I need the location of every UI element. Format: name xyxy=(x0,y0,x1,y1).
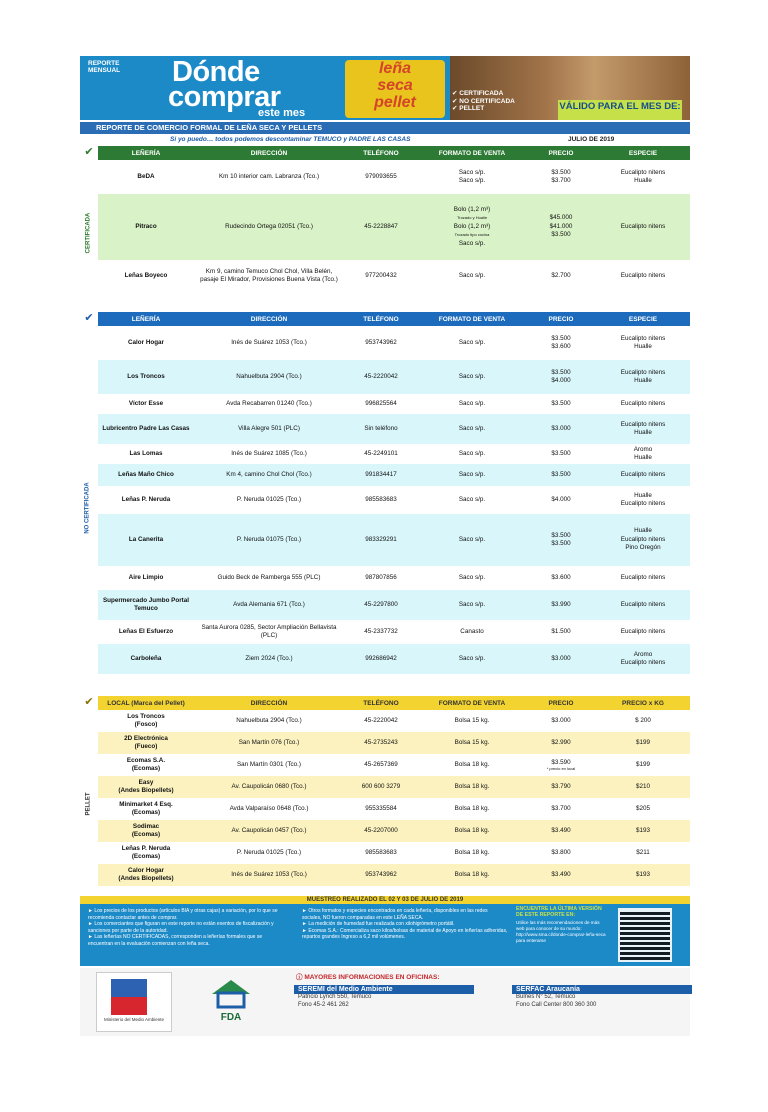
pellet-brand: (Ecomas) xyxy=(131,831,161,838)
title-line-1: Dónde xyxy=(172,56,260,88)
table-row xyxy=(98,486,690,514)
subtitle-bar: REPORTE DE COMERCIO FORMAL DE LEÑA SECA Y PELLETS xyxy=(80,122,690,134)
sale-format: Bolsa 15 kg. xyxy=(454,717,490,725)
table-row xyxy=(98,710,690,732)
vendor-name: Supermercado Jumbo Portal xyxy=(102,597,190,605)
price-per-kg: $210 xyxy=(635,783,650,791)
price-per-kg: $193 xyxy=(635,871,650,879)
vendor-name: Calor Hogar xyxy=(127,339,165,347)
wood-species: Hualle xyxy=(634,454,652,461)
vendor-address: Km 10 interior cam. Labranza (Tco.) xyxy=(218,173,320,181)
vendor-address: Nahuelbuta 2904 (Tco.) xyxy=(236,373,302,381)
wood-species: Hualle xyxy=(634,177,652,184)
vendor-sub: Temuco xyxy=(134,605,158,612)
vendor-address: Santa Aurora 0285, Sector Ampliación Bellavista (PLC) xyxy=(201,624,337,639)
report-label: REPORTE MENSUAL xyxy=(88,60,121,74)
column-header: TELÉFONO xyxy=(363,315,399,323)
table-row xyxy=(98,566,690,590)
price: $3.500 xyxy=(551,449,571,457)
vendor-phone: 955335584 xyxy=(365,805,397,813)
price: $2.990 xyxy=(551,739,571,747)
column-header: LEÑERÍA xyxy=(131,315,161,323)
price: $3.000 xyxy=(551,654,571,662)
wood-species: Eucalipto nitens xyxy=(620,573,666,581)
price: $3.500 xyxy=(551,399,571,407)
vendor-phone: 45-2337732 xyxy=(364,628,398,636)
column-header: FORMATO DE VENTA xyxy=(438,315,506,323)
pellet-brand: (Andes Biopellets) xyxy=(118,787,174,794)
table-row xyxy=(98,260,690,292)
office-seremi xyxy=(294,985,474,1009)
qr-text: Utilice las más recomendaciones de más web para conocer de su mundo: http://www.sma.cl/donde-comprar-leña-seca para enterarse xyxy=(516,920,606,943)
header-banner xyxy=(80,56,690,120)
title-line-3: este mes xyxy=(258,107,306,119)
vendor-address: Av. Caupolicán 0457 (Tco.) xyxy=(231,827,307,835)
wood-species: Aromo xyxy=(633,650,653,658)
checkmark-icon: ✔ xyxy=(84,146,94,158)
table-row xyxy=(98,414,690,444)
column-header: PRECIO xyxy=(548,149,574,157)
sale-format: Bolsa 15 kg. xyxy=(454,739,490,747)
vendor-phone: 991834417 xyxy=(365,471,397,479)
table-row xyxy=(98,194,690,260)
price: $41.000 xyxy=(549,222,573,230)
wood-species: Eucalipto nitens xyxy=(620,168,666,176)
qr-title: ENCUENTRE LA ÚLTIMA VERSIÓN DE ESTE REPORTE EN: Utilice las más recomendaciones de más web para conocer de su mundo: http://www.sma.cl/donde-comprar-leña-seca para enterarse xyxy=(516,906,606,943)
vendor-phone: 45-2249101 xyxy=(364,450,398,458)
price: $2.700 xyxy=(551,271,571,279)
price: $3.790 xyxy=(551,783,571,791)
price: $3.490 xyxy=(551,827,571,835)
sale-format: Saco s/p. xyxy=(458,470,486,478)
vendor-name: Aire Limpio xyxy=(128,574,164,582)
column-header: PRECIO xyxy=(548,315,574,323)
sale-format: Bolo (1,2 m³) xyxy=(453,205,491,213)
certified-table xyxy=(98,146,690,292)
vendor-phone: 979093655 xyxy=(365,173,397,181)
vendor-address: Nahuelbuta 2904 (Tco.) xyxy=(236,717,302,725)
vendor-name: Los Troncos xyxy=(127,713,165,721)
vendor-address: Inés de Suárez 1053 (Tco.) xyxy=(231,871,307,879)
report-sheet xyxy=(80,56,690,1036)
column-header: FORMATO DE VENTA xyxy=(438,149,506,157)
price: $4.000 xyxy=(551,495,571,503)
notes-panel xyxy=(80,904,690,966)
price-per-kg: $199 xyxy=(635,761,650,769)
legend-certified: CERTIFICADA xyxy=(459,90,504,97)
table-row xyxy=(98,864,690,886)
vendor-address: San Martín 0301 (Tco.) xyxy=(236,761,302,769)
vendor-name: Easy xyxy=(138,779,154,787)
wood-species: Eucalipto nitens xyxy=(620,334,666,342)
certified-side-label: CERTIFICADA xyxy=(85,212,92,254)
price: $3.990 xyxy=(551,600,571,608)
wood-species: Eucalipto nitens xyxy=(620,271,666,279)
table-row xyxy=(98,644,690,674)
product-lena: leña xyxy=(378,60,411,77)
wood-species: Eucalipto nitens xyxy=(620,399,666,407)
sale-format: Saco s/p. xyxy=(458,338,486,346)
price-per-kg: $193 xyxy=(635,827,650,835)
wood-species: Eucalipto nitens xyxy=(620,222,666,230)
vendor-phone: 985583683 xyxy=(365,849,397,857)
table-row xyxy=(98,444,690,464)
vendor-name: Minimarket 4 Esq. xyxy=(119,801,173,809)
sale-format: Trozado tipo cocina xyxy=(454,232,490,238)
price: $3.800 xyxy=(551,849,571,857)
note-item: Otros formatos y especies encontrados en cada leñería, disponibles en las redes sociales, NO fueron comparadas en este LEÑA SECA. xyxy=(302,908,488,921)
vendor-name: 2D Electrónica xyxy=(124,735,168,743)
legend-non-certified: NO CERTIFICADA xyxy=(459,97,515,105)
sale-format: Canasto xyxy=(460,627,484,635)
sale-format: Saco s/p. xyxy=(458,168,486,176)
product-seca: seca xyxy=(377,77,413,94)
wood-species: Eucalipto nitens xyxy=(620,659,666,666)
sale-format: Bolsa 18 kg. xyxy=(454,805,490,813)
vendor-phone: 45-2207000 xyxy=(364,827,398,835)
office-sernac xyxy=(512,985,692,1009)
column-header: TELÉFONO xyxy=(363,149,399,157)
vendor-phone: 987807856 xyxy=(365,574,397,582)
sale-format: Bolsa 18 kg. xyxy=(454,849,490,857)
column-header: DIRECCIÓN xyxy=(250,149,288,157)
vendor-name: Calor Hogar xyxy=(127,867,165,875)
vendor-name: Leñas El Esfuerzo xyxy=(118,628,174,636)
product-badge xyxy=(345,60,445,118)
table-row xyxy=(98,776,690,798)
price-per-kg: $205 xyxy=(635,805,650,813)
pellet-brand: (Ecomas) xyxy=(131,853,161,860)
pellet-brand: (Andes Biopellets) xyxy=(118,875,174,882)
vendor-address: P. Neruda 01025 (Tco.) xyxy=(236,496,302,504)
price: $1.500 xyxy=(551,627,571,635)
vendor-phone: 983329291 xyxy=(365,536,397,544)
sale-format: Saco s/p. xyxy=(458,177,486,184)
vendor-phone: 996825564 xyxy=(365,400,397,408)
price: $3.500 xyxy=(551,168,571,176)
vendor-address: Guido Beck de Ramberga 555 (PLC) xyxy=(217,574,321,582)
non-certified-table xyxy=(98,312,690,674)
office-phone: Fono Call Center 800 360 300 xyxy=(516,1001,597,1008)
vendor-name: Carboleña xyxy=(130,655,162,663)
price: $3.600 xyxy=(551,573,571,581)
table-row xyxy=(98,754,690,776)
vendor-address: Av. Caupolicán 0680 (Tco.) xyxy=(231,783,307,791)
qr-code-icon[interactable] xyxy=(618,908,672,962)
pellet-section xyxy=(80,696,690,894)
pellet-side-label: PELLET xyxy=(85,792,92,816)
price: $3.500 xyxy=(551,368,571,376)
wood-species: Hualle xyxy=(634,377,652,384)
wood-species: Hualle xyxy=(634,429,652,436)
vendor-phone: 953743962 xyxy=(365,871,397,879)
wood-species: Eucalipto nitens xyxy=(620,600,666,608)
vendor-name: Ecomas S.A. xyxy=(126,757,166,765)
column-header: DIRECCIÓN xyxy=(250,315,288,323)
table-row xyxy=(98,160,690,194)
vendor-address: Villa Alegre 501 (PLC) xyxy=(238,425,300,433)
wood-species: Eucalipto nitens xyxy=(620,535,666,543)
vendor-phone: 992686942 xyxy=(365,655,397,663)
wood-species: Eucalipto nitens xyxy=(620,470,666,478)
vendor-address: Ziem 2024 (Tco.) xyxy=(245,655,293,663)
vendor-name: Leñas Maño Chico xyxy=(118,471,174,479)
ministry-logo xyxy=(96,972,172,1032)
wood-species: Hualle xyxy=(634,343,652,350)
column-header: PRECIO x KG xyxy=(622,699,664,707)
sale-format: Saco s/p. xyxy=(458,535,486,543)
checkmark-icon: ✔ xyxy=(84,696,94,708)
table-row xyxy=(98,464,690,486)
column-header: LEÑERÍA xyxy=(131,149,161,157)
price: $45.000 xyxy=(549,214,573,222)
office-address: Bulnes N° 52, Temuco xyxy=(516,994,576,1000)
price: $3.500 xyxy=(551,531,571,539)
wood-species: Hualle xyxy=(634,491,652,499)
price: $3.500 xyxy=(551,334,571,342)
sale-format: Saco s/p. xyxy=(458,424,486,432)
vendor-phone: 45-2657369 xyxy=(364,761,398,769)
note-item: La medición de humedad fue realizada con xilohigrómetro portátil. xyxy=(308,921,455,927)
sample-date-bar: MUESTREO REALIZADO EL 02 Y 03 DE JULIO DE 2019 xyxy=(80,896,690,904)
vendor-phone: 45-2220042 xyxy=(364,717,398,725)
vendor-phone: 953743962 xyxy=(365,339,397,347)
vendor-phone: 45-2228847 xyxy=(364,223,398,231)
price: $3.600 xyxy=(551,343,571,350)
report-month: JULIO DE 2019 xyxy=(568,136,615,143)
price: $3.500 xyxy=(551,540,571,547)
legend: ✔ CERTIFICADA ✔ NO CERTIFICADA ✔ PELLET xyxy=(452,90,515,112)
vendor-phone: 985583683 xyxy=(365,496,397,504)
column-header: TELÉFONO xyxy=(363,699,399,707)
sale-format: Saco s/p. xyxy=(458,372,486,380)
pellet-brand: (Ecomas) xyxy=(131,809,161,816)
price: $3.500 xyxy=(551,470,571,478)
table-row xyxy=(98,798,690,820)
vendor-name: Lubricentro Padre Las Casas xyxy=(102,425,190,433)
column-header: LOCAL (Marca del Pellet) xyxy=(107,699,185,707)
sale-format: Saco s/p. xyxy=(458,399,486,407)
vendor-phone: 45-2297800 xyxy=(364,601,398,609)
notes-left: ► Los precios de los productos (artículos BIA y otras cajas) a variación, por lo que se recomienda contactar antes de comprar. ► Los comerciantes que figuran en este reporte no están exentos de fiscalización y sanciones por parte de la autoridad. ► Las leñerías NO CERTIFICADAS, corresponden a leñerías formales que se encuentran en la evaluación comienzan con leña seca. xyxy=(88,908,278,947)
ministry-logo-label: Ministerio del Medio Ambiente xyxy=(103,1017,165,1022)
legend-pellet: PELLET xyxy=(459,105,485,112)
price: $3.500 xyxy=(551,231,571,239)
table-row xyxy=(98,820,690,842)
product-pellet: pellet xyxy=(374,94,416,111)
fda-logo-label: FDA xyxy=(220,1012,242,1023)
vendor-address: P. Neruda 01075 (Tco.) xyxy=(236,536,302,544)
vendor-address: P. Neruda 01025 (Tco.) xyxy=(236,849,302,857)
sale-format: Saco s/p. xyxy=(458,449,486,457)
price: $3.700 xyxy=(551,177,571,184)
non-certified-side-label: NO CERTIFICADA xyxy=(85,482,91,534)
wood-species: Eucalipto nitens xyxy=(620,627,666,635)
vendor-address: Inés de Suárez 1085 (Tco.) xyxy=(231,450,307,458)
table-row xyxy=(98,394,690,414)
table-row xyxy=(98,842,690,864)
note-item: Ecomas S.A.: Comercializa saco kilos/bolsas de material de Apoyo en leñerías adheridas, repartos grandes Ingreso a 6,2 mil volúmenes. xyxy=(302,927,508,940)
wood-species: Pino Oregón xyxy=(625,544,661,552)
vendor-name: Víctor Esse xyxy=(128,400,164,408)
price: $3.590 xyxy=(551,758,571,766)
column-header: ESPECIE xyxy=(628,149,658,157)
sale-format: Saco s/p. xyxy=(458,239,486,247)
wood-species: Eucalipto nitens xyxy=(620,368,666,376)
price: $3.000 xyxy=(551,717,571,725)
vendor-name: Leñas Boyeco xyxy=(124,272,168,280)
table-row xyxy=(98,732,690,754)
note-item: Las leñerías NO CERTIFICADAS, corresponden a leñerías formales que se encuentran en la evaluación comienzan con leña seca. xyxy=(88,934,263,947)
info-heading: ⓘ MAYORES INFORMACIONES EN OFICINAS: xyxy=(296,974,440,981)
table-row xyxy=(98,620,690,644)
vendor-phone: Sin teléfono xyxy=(364,425,398,433)
table-row xyxy=(98,590,690,620)
price: $3.000 xyxy=(551,424,571,432)
table-row xyxy=(98,514,690,566)
column-header: DIRECCIÓN xyxy=(250,699,288,707)
vendor-name: Sodimac xyxy=(132,823,160,831)
sale-format: Saco s/p. xyxy=(458,573,486,581)
wood-species: Hualle xyxy=(634,527,652,535)
price-note: * precio en local xyxy=(546,766,576,772)
table-row xyxy=(98,326,690,360)
wood-species: Aromo xyxy=(633,445,653,453)
vendor-name: Leñas P. Neruda xyxy=(121,845,171,853)
checkmark-icon: ✔ xyxy=(84,312,94,324)
vendor-address: Inés de Suárez 1053 (Tco.) xyxy=(231,339,307,347)
vendor-name: Los Troncos xyxy=(127,373,165,381)
fda-logo xyxy=(208,976,254,1026)
notes-mid: ► Otros formatos y especies encontrados en cada leñería, disponibles en las redes sociales, NO fueron comparadas en este LEÑA SECA. ► La medición de humedad fue realizada con xilohigrómetro portátil. ► Ecomas S.A.: Comercializa saco kilos/bolsas de material de Apoyo en leñerías adheridas, repartos grandes Ingreso a 6,2 mil volúmenes. xyxy=(302,908,508,940)
vendor-name: Pitraco xyxy=(135,223,157,231)
vendor-address: Avda Valparaíso 0648 (Tco.) xyxy=(229,805,309,813)
vendor-phone: 45-2220042 xyxy=(364,373,398,381)
sale-format: Bolsa 18 kg. xyxy=(454,871,490,879)
sale-format: Saco s/p. xyxy=(458,600,486,608)
sale-format: Saco s/p. xyxy=(458,654,486,662)
pellet-brand: (Ecomas) xyxy=(131,765,161,772)
price: $3.490 xyxy=(551,871,571,879)
tagline: Si yo puedo… todos podemos descontaminar TEMUCO y PADRE LAS CASAS xyxy=(170,136,411,143)
vendor-phone: 977200432 xyxy=(365,272,397,280)
office-address: Patricio Lynch 550, Temuco xyxy=(298,994,372,1000)
vendor-phone: 45-2735243 xyxy=(364,739,398,747)
sale-format: Bolo (1,2 m³) xyxy=(453,222,491,230)
price: $3.700 xyxy=(551,805,571,813)
vendor-name: La Canerita xyxy=(128,536,164,544)
footer-bottom xyxy=(80,968,690,1036)
vendor-address: Avda Alemania 671 (Tco.) xyxy=(233,601,305,609)
vendor-address: San Martín 076 (Tco.) xyxy=(238,739,300,747)
valid-month-label: VÁLIDO PARA EL MES DE: xyxy=(558,100,682,120)
vendor-address: Km 4, camino Chol Chol (Tco.) xyxy=(226,471,312,479)
price: $4.000 xyxy=(551,377,571,384)
column-header: ESPECIE xyxy=(628,315,658,323)
sale-format: Trozado y Hualle xyxy=(456,215,488,221)
table-row xyxy=(98,360,690,394)
sale-format: Saco s/p. xyxy=(458,271,486,279)
non-certified-section xyxy=(80,312,690,690)
sale-format: Bolsa 18 kg. xyxy=(454,783,490,791)
pellet-table xyxy=(98,696,690,886)
vendor-address: Rudecindo Ortega 02051 (Tco.) xyxy=(225,223,313,231)
vendor-name: Leñas P. Neruda xyxy=(121,496,171,504)
fda-house-icon xyxy=(208,976,254,1010)
sale-format: Saco s/p. xyxy=(458,495,486,503)
vendor-name: Las Lomas xyxy=(129,450,163,458)
wood-species: Eucalipto nitens xyxy=(620,500,666,507)
wood-species: Eucalipto nitens xyxy=(620,420,666,428)
column-header: FORMATO DE VENTA xyxy=(438,699,506,707)
price-per-kg: $199 xyxy=(635,739,650,747)
column-header: PRECIO xyxy=(548,699,574,707)
price-per-kg: $ 200 xyxy=(635,717,651,725)
office-title: SEREMI del Medio Ambiente xyxy=(294,985,474,994)
chile-flag-icon xyxy=(111,979,147,1015)
note-item: Los precios de los productos (artículos BIA y otras cajas) a variación, por lo que se recomienda contactar antes de comprar. xyxy=(88,908,278,921)
certified-section xyxy=(80,146,690,306)
vendor-name: BeDA xyxy=(137,173,155,181)
vendor-address: Km 9, camino Temuco Chol Chol, Villa Belén, pasaje El Mirador, Provisiones Buena Vista (Tco.) xyxy=(200,268,338,283)
sale-format: Bolsa 18 kg. xyxy=(454,827,490,835)
price-per-kg: $211 xyxy=(636,849,650,857)
note-item: Los comerciantes que figuran en este reporte no están exentos de fiscalización y sanciones por parte de la autoridad. xyxy=(88,921,274,934)
office-phone: Fono 45-2 461 262 xyxy=(298,1001,349,1008)
vendor-phone: 600 600 3279 xyxy=(361,783,401,791)
title-line-2: comprar xyxy=(168,81,281,113)
vendor-address: Avda Recabarren 01240 (Tco.) xyxy=(226,400,312,408)
sale-format: Bolsa 18 kg. xyxy=(454,761,490,769)
office-title: SERFAC Araucanía xyxy=(512,985,692,994)
pellet-brand: (Fosco) xyxy=(134,721,158,728)
pellet-brand: (Fueco) xyxy=(134,743,158,750)
